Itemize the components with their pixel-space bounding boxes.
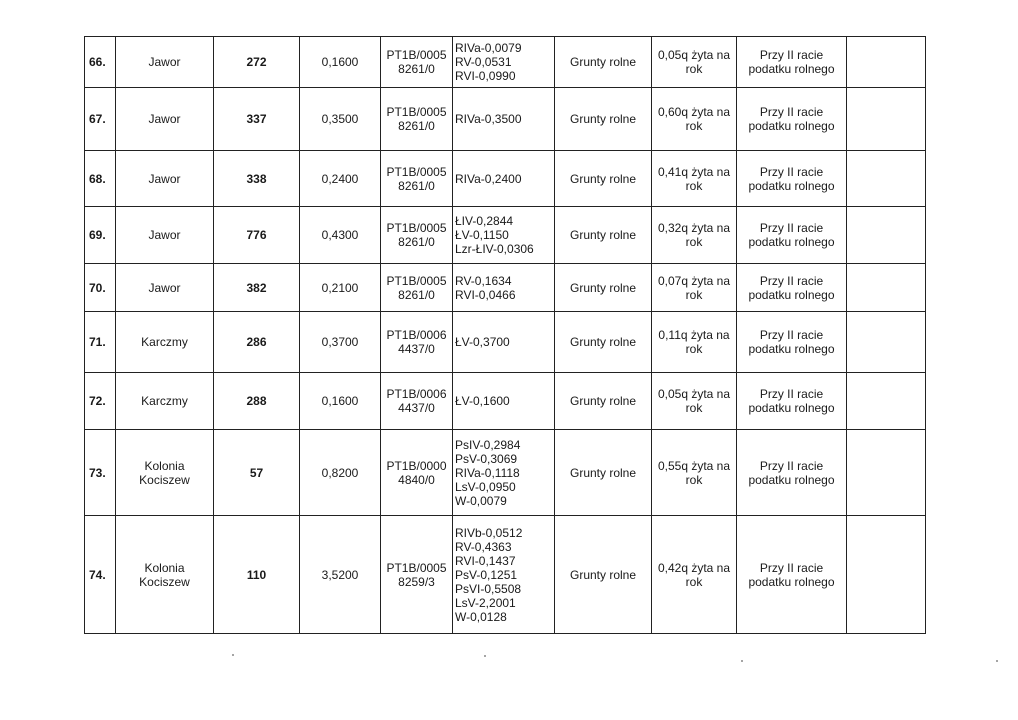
- payment-terms-line: Przy II racie: [759, 105, 824, 119]
- row-number: [85, 207, 116, 264]
- soil-class-line: RVI-0,0466: [455, 287, 516, 302]
- rent-line: rok: [685, 119, 703, 133]
- soil-class-line: ŁIV-0,2844: [455, 214, 514, 228]
- land-type-text: Grunty rolne: [569, 171, 637, 186]
- land-register-number: [381, 373, 453, 430]
- empty-cell: [847, 207, 926, 264]
- land-register-number: [381, 312, 453, 373]
- rent-amount: [652, 37, 737, 88]
- plot-area-text: 0,8200: [321, 465, 359, 480]
- empty-cell: [847, 430, 926, 516]
- land-type: [555, 207, 652, 264]
- land-register-line: 8261/0: [398, 62, 435, 76]
- soil-classes: [453, 37, 555, 88]
- plot-number-text: 776: [246, 228, 267, 242]
- row-number: [85, 373, 116, 430]
- land-type-text: Grunty rolne: [569, 280, 637, 295]
- land-register-line: 4437/0: [398, 401, 435, 415]
- payment-terms-line: podatku rolnego: [748, 472, 835, 487]
- rent-line: rok: [685, 342, 703, 356]
- place-line: Kolonia: [144, 560, 185, 575]
- land-register-line: PT1B/0006: [386, 387, 447, 401]
- plot-number: [214, 207, 300, 264]
- plot-number: [214, 312, 300, 373]
- soil-class-line: RV-0,1634: [455, 273, 512, 288]
- row-number: [85, 430, 116, 516]
- rent-line: 0,05q żyta na: [657, 387, 731, 401]
- place-name: [116, 264, 214, 312]
- plot-area-text: 0,1600: [321, 394, 359, 408]
- soil-class-line: W-0,0128: [455, 609, 507, 624]
- rent-line: rok: [685, 178, 703, 193]
- soil-class-line: RIVa-0,1118: [455, 465, 520, 480]
- land-type-text: Grunty rolne: [569, 567, 637, 582]
- rent-amount: [652, 373, 737, 430]
- table-row: [85, 151, 926, 207]
- plot-area: [300, 312, 381, 373]
- payment-terms-line: Przy II racie: [759, 48, 824, 62]
- rent-line: rok: [685, 401, 703, 415]
- land-register-number: [381, 516, 453, 634]
- payment-terms: [737, 264, 847, 312]
- place-name: [116, 151, 214, 207]
- place-line: Kociszew: [139, 472, 190, 487]
- place-name: [116, 430, 214, 516]
- place-name: [116, 312, 214, 373]
- rent-line: 0,60q żyta na: [657, 105, 731, 119]
- soil-class-line: RV-0,4363: [455, 539, 512, 554]
- rent-line: rok: [685, 62, 703, 76]
- land-register-line: 8261/0: [398, 119, 435, 133]
- row-number-text: 67.: [89, 112, 106, 126]
- rent-line: 0,11q żyta na: [658, 328, 730, 342]
- plot-number-text: 286: [246, 335, 267, 349]
- land-register-number: [381, 88, 453, 151]
- rent-amount: [652, 312, 737, 373]
- empty-cell: [847, 312, 926, 373]
- plot-number-text: 272: [246, 55, 267, 69]
- land-type-text: Grunty rolne: [569, 335, 637, 349]
- payment-terms-line: podatku rolnego: [748, 342, 835, 356]
- payment-terms: [737, 151, 847, 207]
- soil-class-line: RVI-0,0990: [455, 69, 516, 83]
- place-line: Karczmy: [141, 335, 188, 349]
- land-type-text: Grunty rolne: [569, 228, 637, 242]
- rent-line: 0,41q żyta na: [657, 164, 731, 179]
- empty-cell: [847, 264, 926, 312]
- empty-cell: [847, 516, 926, 634]
- rent-line: rok: [685, 235, 703, 249]
- land-register-line: PT1B/0005: [386, 48, 447, 62]
- land-type: [555, 88, 652, 151]
- land-register-number: [381, 37, 453, 88]
- land-register-line: 8259/3: [398, 574, 435, 589]
- soil-classes: [453, 373, 555, 430]
- table-row: [85, 88, 926, 151]
- land-register-number: [381, 207, 453, 264]
- payment-terms: [737, 207, 847, 264]
- plot-number-text: 337: [246, 112, 267, 126]
- land-register-line: PT1B/0005: [386, 560, 447, 575]
- land-register-line: PT1B/0005: [386, 105, 447, 119]
- table-row: [85, 312, 926, 373]
- table-row: [85, 264, 926, 312]
- payment-terms: [737, 516, 847, 634]
- place-name: [116, 516, 214, 634]
- payment-terms-line: podatku rolnego: [748, 62, 835, 76]
- rent-line: 0,32q żyta na: [657, 221, 731, 235]
- table-row: [85, 430, 926, 516]
- soil-classes: [453, 207, 555, 264]
- soil-class-line: PsV-0,3069: [455, 451, 518, 466]
- soil-classes: [453, 88, 555, 151]
- payment-terms-line: Przy II racie: [759, 328, 824, 342]
- place-name: [116, 373, 214, 430]
- row-number-text: 69.: [89, 228, 106, 242]
- payment-terms-line: podatku rolnego: [748, 574, 835, 589]
- row-number-text: 70.: [89, 280, 106, 295]
- land-type: [555, 373, 652, 430]
- land-type-text: Grunty rolne: [569, 55, 637, 69]
- plot-area-text: 0,1600: [321, 55, 359, 69]
- plot-number-text: 338: [246, 171, 267, 186]
- land-register-line: PT1B/0000: [386, 458, 447, 473]
- rent-line: 0,55q żyta na: [657, 458, 731, 473]
- table-row: [85, 373, 926, 430]
- row-number: [85, 312, 116, 373]
- place-line: Jawor: [148, 280, 181, 295]
- plot-number: [214, 430, 300, 516]
- plot-area-text: 0,2100: [321, 280, 359, 295]
- empty-cell: [847, 88, 926, 151]
- scan-speck: [741, 660, 743, 662]
- land-type-text: Grunty rolne: [569, 394, 637, 408]
- payment-terms: [737, 430, 847, 516]
- rent-amount: [652, 88, 737, 151]
- lease-table: [84, 36, 926, 634]
- plot-number-text: 382: [246, 280, 267, 295]
- payment-terms-line: podatku rolnego: [748, 178, 835, 193]
- payment-terms-line: Przy II racie: [759, 221, 824, 235]
- plot-area: [300, 373, 381, 430]
- land-register-line: 8261/0: [398, 178, 435, 193]
- soil-class-line: ŁV-0,3700: [455, 335, 510, 349]
- rent-line: rok: [685, 472, 703, 487]
- soil-classes: [453, 516, 555, 634]
- row-number-text: 68.: [89, 171, 106, 186]
- empty-cell: [847, 373, 926, 430]
- place-line: Jawor: [148, 55, 181, 69]
- land-type: [555, 430, 652, 516]
- plot-number-text: 288: [246, 394, 267, 408]
- plot-area-text: 0,2400: [321, 171, 359, 186]
- plot-number: [214, 264, 300, 312]
- rent-line: rok: [685, 574, 703, 589]
- place-line: Jawor: [148, 228, 181, 242]
- soil-class-line: PsVI-0,5508: [455, 581, 522, 596]
- place-line: Kolonia: [144, 458, 185, 473]
- row-number-text: 74.: [89, 567, 106, 582]
- land-type: [555, 516, 652, 634]
- land-register-line: PT1B/0005: [386, 273, 447, 288]
- row-number: [85, 151, 116, 207]
- plot-number: [214, 88, 300, 151]
- place-name: [116, 207, 214, 264]
- empty-cell: [847, 37, 926, 88]
- soil-class-line: RIVa-0,0079: [455, 41, 522, 55]
- payment-terms: [737, 312, 847, 373]
- soil-classes: [453, 151, 555, 207]
- land-type: [555, 37, 652, 88]
- soil-class-line: RIVb-0,0512: [455, 525, 523, 540]
- land-register-line: PT1B/0006: [386, 328, 447, 342]
- rent-amount: [652, 151, 737, 207]
- payment-terms-line: podatku rolnego: [748, 235, 835, 249]
- payment-terms: [737, 373, 847, 430]
- land-register-line: 8261/0: [398, 235, 435, 249]
- land-type: [555, 312, 652, 373]
- payment-terms: [737, 88, 847, 151]
- row-number: [85, 88, 116, 151]
- soil-classes: [453, 264, 555, 312]
- row-number-text: 72.: [89, 394, 106, 408]
- plot-number-text: 110: [246, 567, 267, 582]
- soil-classes: [453, 312, 555, 373]
- rent-amount: [652, 264, 737, 312]
- plot-number: [214, 373, 300, 430]
- place-line: Kociszew: [139, 574, 190, 589]
- rent-amount: [652, 430, 737, 516]
- land-type-text: Grunty rolne: [569, 112, 637, 126]
- soil-class-line: RIVa-0,3500: [455, 112, 522, 126]
- plot-number-text: 57: [249, 465, 264, 480]
- payment-terms-line: Przy II racie: [759, 273, 824, 288]
- plot-area-text: 0,3700: [321, 335, 359, 349]
- plot-number: [214, 151, 300, 207]
- land-register-number: [381, 430, 453, 516]
- place-line: Jawor: [148, 171, 181, 186]
- land-register-line: 4437/0: [398, 342, 435, 356]
- soil-class-line: RVI-0,1437: [455, 553, 516, 568]
- plot-area: [300, 207, 381, 264]
- row-number: [85, 37, 116, 88]
- soil-class-line: ŁV-0,1600: [455, 394, 510, 408]
- plot-area: [300, 151, 381, 207]
- rent-line: rok: [685, 287, 703, 302]
- place-line: Jawor: [148, 112, 181, 126]
- place-name: [116, 88, 214, 151]
- row-number-text: 73.: [89, 465, 106, 480]
- soil-classes: [453, 430, 555, 516]
- plot-area: [300, 430, 381, 516]
- row-number: [85, 516, 116, 634]
- scan-speck: [484, 655, 486, 657]
- land-register-number: [381, 264, 453, 312]
- rent-line: 0,07q żyta na: [657, 273, 731, 288]
- plot-area: [300, 264, 381, 312]
- soil-class-line: W-0,0079: [455, 493, 507, 508]
- payment-terms-line: Przy II racie: [759, 387, 824, 401]
- land-type-text: Grunty rolne: [569, 465, 637, 480]
- soil-class-line: PsV-0,1251: [455, 567, 518, 582]
- rent-amount: [652, 207, 737, 264]
- payment-terms-line: Przy II racie: [759, 560, 824, 575]
- soil-class-line: ŁV-0,1150: [455, 228, 509, 242]
- payment-terms-line: podatku rolnego: [748, 119, 835, 133]
- land-register-line: 4840/0: [398, 472, 435, 487]
- payment-terms-line: Przy II racie: [759, 458, 824, 473]
- rent-line: 0,42q żyta na: [657, 560, 731, 575]
- table-row: [85, 516, 926, 634]
- lease-table-body: [85, 37, 926, 634]
- scan-speck: [232, 654, 234, 656]
- payment-terms: [737, 37, 847, 88]
- plot-area-text: 0,3500: [321, 112, 359, 126]
- plot-area: [300, 88, 381, 151]
- land-type: [555, 264, 652, 312]
- soil-class-line: RV-0,0531: [455, 55, 512, 69]
- plot-area-text: 3,5200: [321, 567, 359, 582]
- table-row: [85, 207, 926, 264]
- rent-amount: [652, 516, 737, 634]
- payment-terms-line: Przy II racie: [759, 164, 824, 179]
- row-number: [85, 264, 116, 312]
- plot-area-text: 0,4300: [321, 228, 359, 242]
- land-type: [555, 151, 652, 207]
- payment-terms-line: podatku rolnego: [748, 287, 835, 302]
- land-register-line: PT1B/0005: [386, 164, 447, 179]
- row-number-text: 71.: [89, 335, 106, 349]
- payment-terms-line: podatku rolnego: [748, 401, 835, 415]
- soil-class-line: LsV-0,0950: [455, 479, 516, 494]
- scan-speck: [996, 660, 998, 662]
- land-register-number: [381, 151, 453, 207]
- soil-class-line: Lzr-ŁIV-0,0306: [455, 242, 534, 256]
- soil-class-line: RIVa-0,2400: [455, 171, 522, 186]
- plot-area: [300, 516, 381, 634]
- place-name: [116, 37, 214, 88]
- plot-area: [300, 37, 381, 88]
- soil-class-line: LsV-2,2001: [455, 595, 516, 610]
- soil-class-line: PsIV-0,2984: [455, 437, 521, 452]
- rent-line: 0,05q żyta na: [657, 48, 731, 62]
- row-number-text: 66.: [89, 55, 106, 69]
- empty-cell: [847, 151, 926, 207]
- land-register-line: 8261/0: [398, 287, 435, 302]
- table-row: [85, 37, 926, 88]
- plot-number: [214, 37, 300, 88]
- plot-number: [214, 516, 300, 634]
- land-register-line: PT1B/0005: [386, 221, 447, 235]
- place-line: Karczmy: [141, 394, 188, 408]
